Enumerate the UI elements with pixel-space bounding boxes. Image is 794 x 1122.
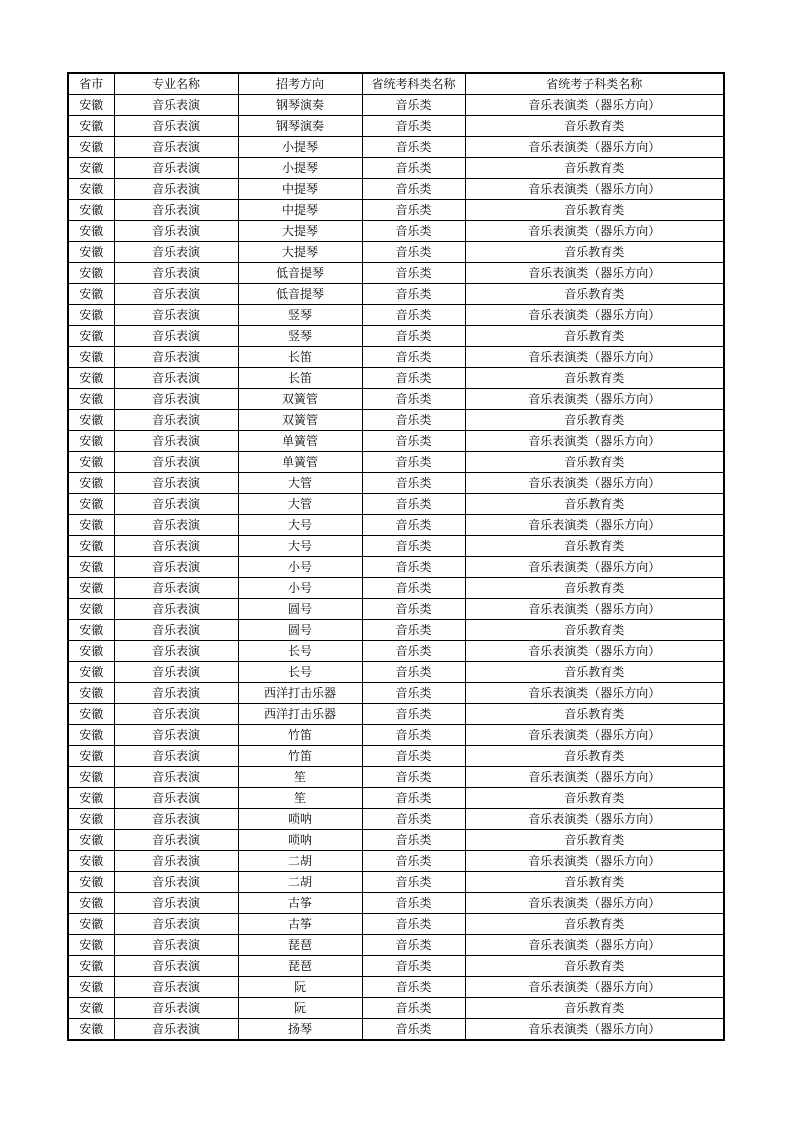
cell-exam-subcategory: 音乐表演类（器乐方向）	[465, 515, 724, 536]
cell-exam-subcategory: 音乐教育类	[465, 284, 724, 305]
table-row	[68, 116, 724, 137]
cell-province: 安徽	[68, 242, 114, 263]
cell-direction: 西洋打击乐器	[238, 704, 362, 725]
cell-exam-category: 音乐类	[362, 494, 465, 515]
cell-direction: 大提琴	[238, 242, 362, 263]
cell-province: 安徽	[68, 956, 114, 977]
cell-exam-subcategory: 音乐表演类（器乐方向）	[465, 389, 724, 410]
table-row	[68, 704, 724, 725]
cell-province: 安徽	[68, 431, 114, 452]
cell-major: 音乐表演	[114, 956, 238, 977]
cell-exam-category: 音乐类	[362, 116, 465, 137]
cell-exam-category: 音乐类	[362, 977, 465, 998]
cell-exam-subcategory: 音乐表演类（器乐方向）	[465, 809, 724, 830]
cell-exam-subcategory: 音乐教育类	[465, 242, 724, 263]
table-row	[68, 977, 724, 998]
table-row	[68, 305, 724, 326]
table-row	[68, 1019, 724, 1041]
cell-exam-subcategory: 音乐教育类	[465, 746, 724, 767]
cell-exam-category: 音乐类	[362, 200, 465, 221]
cell-exam-subcategory: 音乐表演类（器乐方向）	[465, 95, 724, 116]
cell-province: 安徽	[68, 704, 114, 725]
table-row	[68, 452, 724, 473]
cell-province: 安徽	[68, 347, 114, 368]
cell-major: 音乐表演	[114, 473, 238, 494]
cell-province: 安徽	[68, 662, 114, 683]
cell-province: 安徽	[68, 725, 114, 746]
table-row	[68, 809, 724, 830]
cell-exam-subcategory: 音乐教育类	[465, 830, 724, 851]
cell-exam-subcategory: 音乐教育类	[465, 578, 724, 599]
cell-province: 安徽	[68, 830, 114, 851]
cell-exam-subcategory: 音乐表演类（器乐方向）	[465, 977, 724, 998]
cell-exam-subcategory: 音乐表演类（器乐方向）	[465, 137, 724, 158]
cell-major: 音乐表演	[114, 704, 238, 725]
cell-direction: 双簧管	[238, 410, 362, 431]
cell-exam-category: 音乐类	[362, 368, 465, 389]
table-row	[68, 641, 724, 662]
cell-major: 音乐表演	[114, 305, 238, 326]
cell-exam-subcategory: 音乐教育类	[465, 410, 724, 431]
table-header	[68, 73, 724, 95]
table-row	[68, 536, 724, 557]
cell-direction: 阮	[238, 977, 362, 998]
cell-direction: 钢琴演奏	[238, 116, 362, 137]
cell-major: 音乐表演	[114, 494, 238, 515]
cell-direction: 长笛	[238, 368, 362, 389]
table-row	[68, 284, 724, 305]
table-body	[68, 95, 724, 1041]
cell-exam-subcategory: 音乐教育类	[465, 998, 724, 1019]
cell-direction: 古筝	[238, 893, 362, 914]
cell-exam-category: 音乐类	[362, 641, 465, 662]
cell-province: 安徽	[68, 788, 114, 809]
cell-direction: 小提琴	[238, 158, 362, 179]
cell-major: 音乐表演	[114, 536, 238, 557]
cell-direction: 大提琴	[238, 221, 362, 242]
cell-exam-category: 音乐类	[362, 872, 465, 893]
cell-exam-subcategory: 音乐教育类	[465, 158, 724, 179]
cell-direction: 低音提琴	[238, 263, 362, 284]
cell-province: 安徽	[68, 389, 114, 410]
cell-province: 安徽	[68, 641, 114, 662]
cell-exam-subcategory: 音乐表演类（器乐方向）	[465, 767, 724, 788]
cell-direction: 笙	[238, 788, 362, 809]
cell-direction: 中提琴	[238, 200, 362, 221]
header-exam-subcategory: 省统考子科类名称	[465, 73, 724, 95]
cell-major: 音乐表演	[114, 515, 238, 536]
cell-exam-subcategory: 音乐表演类（器乐方向）	[465, 431, 724, 452]
cell-major: 音乐表演	[114, 137, 238, 158]
cell-direction: 小提琴	[238, 137, 362, 158]
table-row	[68, 494, 724, 515]
cell-exam-subcategory: 音乐教育类	[465, 662, 724, 683]
table-row	[68, 998, 724, 1019]
table-row	[68, 347, 724, 368]
cell-exam-category: 音乐类	[362, 410, 465, 431]
cell-direction: 西洋打击乐器	[238, 683, 362, 704]
cell-major: 音乐表演	[114, 683, 238, 704]
cell-exam-category: 音乐类	[362, 158, 465, 179]
cell-direction: 圆号	[238, 599, 362, 620]
cell-province: 安徽	[68, 368, 114, 389]
cell-major: 音乐表演	[114, 557, 238, 578]
cell-exam-subcategory: 音乐表演类（器乐方向）	[465, 473, 724, 494]
cell-province: 安徽	[68, 473, 114, 494]
cell-direction: 大管	[238, 494, 362, 515]
table-row	[68, 767, 724, 788]
cell-exam-category: 音乐类	[362, 95, 465, 116]
cell-exam-category: 音乐类	[362, 242, 465, 263]
cell-direction: 二胡	[238, 851, 362, 872]
table-row	[68, 872, 724, 893]
cell-major: 音乐表演	[114, 410, 238, 431]
cell-exam-subcategory: 音乐表演类（器乐方向）	[465, 221, 724, 242]
cell-exam-category: 音乐类	[362, 851, 465, 872]
cell-major: 音乐表演	[114, 1019, 238, 1041]
cell-exam-category: 音乐类	[362, 746, 465, 767]
table-row	[68, 473, 724, 494]
table-row	[68, 599, 724, 620]
table-row	[68, 95, 724, 116]
cell-major: 音乐表演	[114, 200, 238, 221]
cell-exam-category: 音乐类	[362, 956, 465, 977]
table-row	[68, 557, 724, 578]
cell-direction: 圆号	[238, 620, 362, 641]
cell-major: 音乐表演	[114, 809, 238, 830]
cell-exam-subcategory: 音乐表演类（器乐方向）	[465, 599, 724, 620]
header-row	[68, 73, 724, 95]
cell-exam-category: 音乐类	[362, 704, 465, 725]
cell-major: 音乐表演	[114, 851, 238, 872]
cell-exam-category: 音乐类	[362, 914, 465, 935]
table-row	[68, 326, 724, 347]
cell-province: 安徽	[68, 95, 114, 116]
cell-exam-subcategory: 音乐教育类	[465, 368, 724, 389]
table-row	[68, 956, 724, 977]
cell-major: 音乐表演	[114, 872, 238, 893]
cell-exam-category: 音乐类	[362, 620, 465, 641]
cell-exam-category: 音乐类	[362, 725, 465, 746]
cell-exam-category: 音乐类	[362, 284, 465, 305]
cell-major: 音乐表演	[114, 599, 238, 620]
cell-direction: 竹笛	[238, 725, 362, 746]
table-row	[68, 578, 724, 599]
cell-exam-subcategory: 音乐表演类（器乐方向）	[465, 179, 724, 200]
cell-direction: 二胡	[238, 872, 362, 893]
table-row	[68, 662, 724, 683]
cell-direction: 单簧管	[238, 431, 362, 452]
cell-province: 安徽	[68, 683, 114, 704]
cell-exam-category: 音乐类	[362, 662, 465, 683]
cell-direction: 阮	[238, 998, 362, 1019]
cell-province: 安徽	[68, 494, 114, 515]
cell-province: 安徽	[68, 851, 114, 872]
cell-major: 音乐表演	[114, 389, 238, 410]
cell-exam-subcategory: 音乐表演类（器乐方向）	[465, 683, 724, 704]
cell-province: 安徽	[68, 599, 114, 620]
cell-province: 安徽	[68, 620, 114, 641]
cell-province: 安徽	[68, 809, 114, 830]
header-province: 省市	[68, 73, 114, 95]
cell-direction: 大管	[238, 473, 362, 494]
cell-province: 安徽	[68, 116, 114, 137]
cell-province: 安徽	[68, 578, 114, 599]
cell-direction: 单簧管	[238, 452, 362, 473]
cell-exam-category: 音乐类	[362, 515, 465, 536]
table-row	[68, 620, 724, 641]
cell-exam-category: 音乐类	[362, 473, 465, 494]
cell-province: 安徽	[68, 1019, 114, 1041]
cell-exam-category: 音乐类	[362, 263, 465, 284]
cell-exam-category: 音乐类	[362, 893, 465, 914]
table-row	[68, 389, 724, 410]
cell-exam-subcategory: 音乐表演类（器乐方向）	[465, 347, 724, 368]
cell-province: 安徽	[68, 977, 114, 998]
table-row	[68, 830, 724, 851]
cell-exam-subcategory: 音乐教育类	[465, 872, 724, 893]
table-row	[68, 179, 724, 200]
cell-direction: 大号	[238, 536, 362, 557]
document-page	[67, 72, 723, 1041]
cell-exam-subcategory: 音乐教育类	[465, 326, 724, 347]
cell-province: 安徽	[68, 935, 114, 956]
cell-province: 安徽	[68, 179, 114, 200]
cell-exam-subcategory: 音乐教育类	[465, 452, 724, 473]
table-row	[68, 431, 724, 452]
table-row	[68, 935, 724, 956]
cell-major: 音乐表演	[114, 914, 238, 935]
cell-major: 音乐表演	[114, 662, 238, 683]
cell-direction: 钢琴演奏	[238, 95, 362, 116]
cell-province: 安徽	[68, 536, 114, 557]
cell-exam-subcategory: 音乐表演类（器乐方向）	[465, 263, 724, 284]
cell-exam-subcategory: 音乐教育类	[465, 536, 724, 557]
table-row	[68, 242, 724, 263]
cell-province: 安徽	[68, 221, 114, 242]
cell-exam-subcategory: 音乐教育类	[465, 116, 724, 137]
cell-province: 安徽	[68, 914, 114, 935]
table-row	[68, 137, 724, 158]
cell-exam-subcategory: 音乐表演类（器乐方向）	[465, 725, 724, 746]
cell-direction: 中提琴	[238, 179, 362, 200]
cell-province: 安徽	[68, 410, 114, 431]
table-row	[68, 683, 724, 704]
table-row	[68, 788, 724, 809]
cell-major: 音乐表演	[114, 179, 238, 200]
cell-exam-category: 音乐类	[362, 578, 465, 599]
cell-direction: 长号	[238, 662, 362, 683]
cell-major: 音乐表演	[114, 641, 238, 662]
cell-exam-category: 音乐类	[362, 137, 465, 158]
cell-exam-category: 音乐类	[362, 326, 465, 347]
cell-province: 安徽	[68, 284, 114, 305]
cell-province: 安徽	[68, 137, 114, 158]
cell-major: 音乐表演	[114, 935, 238, 956]
cell-exam-category: 音乐类	[362, 788, 465, 809]
cell-province: 安徽	[68, 872, 114, 893]
cell-exam-category: 音乐类	[362, 221, 465, 242]
cell-province: 安徽	[68, 263, 114, 284]
table-row	[68, 746, 724, 767]
cell-exam-subcategory: 音乐表演类（器乐方向）	[465, 893, 724, 914]
cell-major: 音乐表演	[114, 746, 238, 767]
cell-major: 音乐表演	[114, 578, 238, 599]
table-row	[68, 221, 724, 242]
table-row	[68, 368, 724, 389]
cell-direction: 古筝	[238, 914, 362, 935]
cell-exam-category: 音乐类	[362, 809, 465, 830]
cell-major: 音乐表演	[114, 95, 238, 116]
cell-exam-category: 音乐类	[362, 1019, 465, 1041]
cell-exam-subcategory: 音乐教育类	[465, 200, 724, 221]
cell-major: 音乐表演	[114, 347, 238, 368]
header-direction: 招考方向	[238, 73, 362, 95]
cell-exam-category: 音乐类	[362, 347, 465, 368]
cell-direction: 小号	[238, 557, 362, 578]
table-row	[68, 158, 724, 179]
cell-major: 音乐表演	[114, 284, 238, 305]
cell-exam-category: 音乐类	[362, 599, 465, 620]
cell-province: 安徽	[68, 326, 114, 347]
cell-exam-subcategory: 音乐表演类（器乐方向）	[465, 1019, 724, 1041]
cell-province: 安徽	[68, 305, 114, 326]
admission-table	[67, 72, 725, 1041]
cell-major: 音乐表演	[114, 620, 238, 641]
cell-exam-subcategory: 音乐教育类	[465, 620, 724, 641]
cell-major: 音乐表演	[114, 767, 238, 788]
table-row	[68, 893, 724, 914]
cell-direction: 琵琶	[238, 956, 362, 977]
cell-direction: 长号	[238, 641, 362, 662]
cell-exam-subcategory: 音乐表演类（器乐方向）	[465, 305, 724, 326]
header-major: 专业名称	[114, 73, 238, 95]
cell-major: 音乐表演	[114, 788, 238, 809]
table-row	[68, 851, 724, 872]
cell-major: 音乐表演	[114, 242, 238, 263]
cell-province: 安徽	[68, 158, 114, 179]
cell-exam-category: 音乐类	[362, 683, 465, 704]
cell-province: 安徽	[68, 557, 114, 578]
table-row	[68, 725, 724, 746]
cell-direction: 唢呐	[238, 830, 362, 851]
table-row	[68, 515, 724, 536]
cell-direction: 大号	[238, 515, 362, 536]
cell-exam-category: 音乐类	[362, 767, 465, 788]
cell-direction: 笙	[238, 767, 362, 788]
cell-major: 音乐表演	[114, 977, 238, 998]
cell-major: 音乐表演	[114, 725, 238, 746]
cell-major: 音乐表演	[114, 893, 238, 914]
table-row	[68, 263, 724, 284]
header-exam-category: 省统考科类名称	[362, 73, 465, 95]
cell-exam-category: 音乐类	[362, 935, 465, 956]
cell-direction: 扬琴	[238, 1019, 362, 1041]
cell-exam-subcategory: 音乐教育类	[465, 704, 724, 725]
cell-province: 安徽	[68, 767, 114, 788]
cell-direction: 琵琶	[238, 935, 362, 956]
cell-exam-category: 音乐类	[362, 305, 465, 326]
cell-exam-category: 音乐类	[362, 389, 465, 410]
cell-major: 音乐表演	[114, 452, 238, 473]
cell-major: 音乐表演	[114, 326, 238, 347]
cell-exam-subcategory: 音乐表演类（器乐方向）	[465, 935, 724, 956]
cell-exam-subcategory: 音乐教育类	[465, 956, 724, 977]
cell-province: 安徽	[68, 746, 114, 767]
cell-exam-category: 音乐类	[362, 557, 465, 578]
cell-exam-subcategory: 音乐表演类（器乐方向）	[465, 557, 724, 578]
cell-exam-category: 音乐类	[362, 998, 465, 1019]
cell-exam-subcategory: 音乐教育类	[465, 914, 724, 935]
cell-direction: 竖琴	[238, 305, 362, 326]
cell-exam-subcategory: 音乐教育类	[465, 494, 724, 515]
cell-province: 安徽	[68, 200, 114, 221]
cell-direction: 低音提琴	[238, 284, 362, 305]
table-row	[68, 410, 724, 431]
cell-major: 音乐表演	[114, 431, 238, 452]
cell-direction: 竖琴	[238, 326, 362, 347]
cell-major: 音乐表演	[114, 116, 238, 137]
cell-exam-category: 音乐类	[362, 830, 465, 851]
cell-exam-subcategory: 音乐表演类（器乐方向）	[465, 851, 724, 872]
cell-major: 音乐表演	[114, 158, 238, 179]
cell-province: 安徽	[68, 998, 114, 1019]
cell-direction: 竹笛	[238, 746, 362, 767]
cell-major: 音乐表演	[114, 830, 238, 851]
cell-province: 安徽	[68, 893, 114, 914]
cell-exam-category: 音乐类	[362, 536, 465, 557]
table-row	[68, 914, 724, 935]
cell-province: 安徽	[68, 515, 114, 536]
cell-province: 安徽	[68, 452, 114, 473]
cell-direction: 唢呐	[238, 809, 362, 830]
cell-exam-subcategory: 音乐表演类（器乐方向）	[465, 641, 724, 662]
table-row	[68, 200, 724, 221]
cell-exam-category: 音乐类	[362, 431, 465, 452]
cell-direction: 双簧管	[238, 389, 362, 410]
cell-major: 音乐表演	[114, 221, 238, 242]
cell-exam-category: 音乐类	[362, 452, 465, 473]
cell-direction: 小号	[238, 578, 362, 599]
cell-major: 音乐表演	[114, 998, 238, 1019]
cell-direction: 长笛	[238, 347, 362, 368]
cell-exam-category: 音乐类	[362, 179, 465, 200]
cell-major: 音乐表演	[114, 263, 238, 284]
cell-major: 音乐表演	[114, 368, 238, 389]
cell-exam-subcategory: 音乐教育类	[465, 788, 724, 809]
